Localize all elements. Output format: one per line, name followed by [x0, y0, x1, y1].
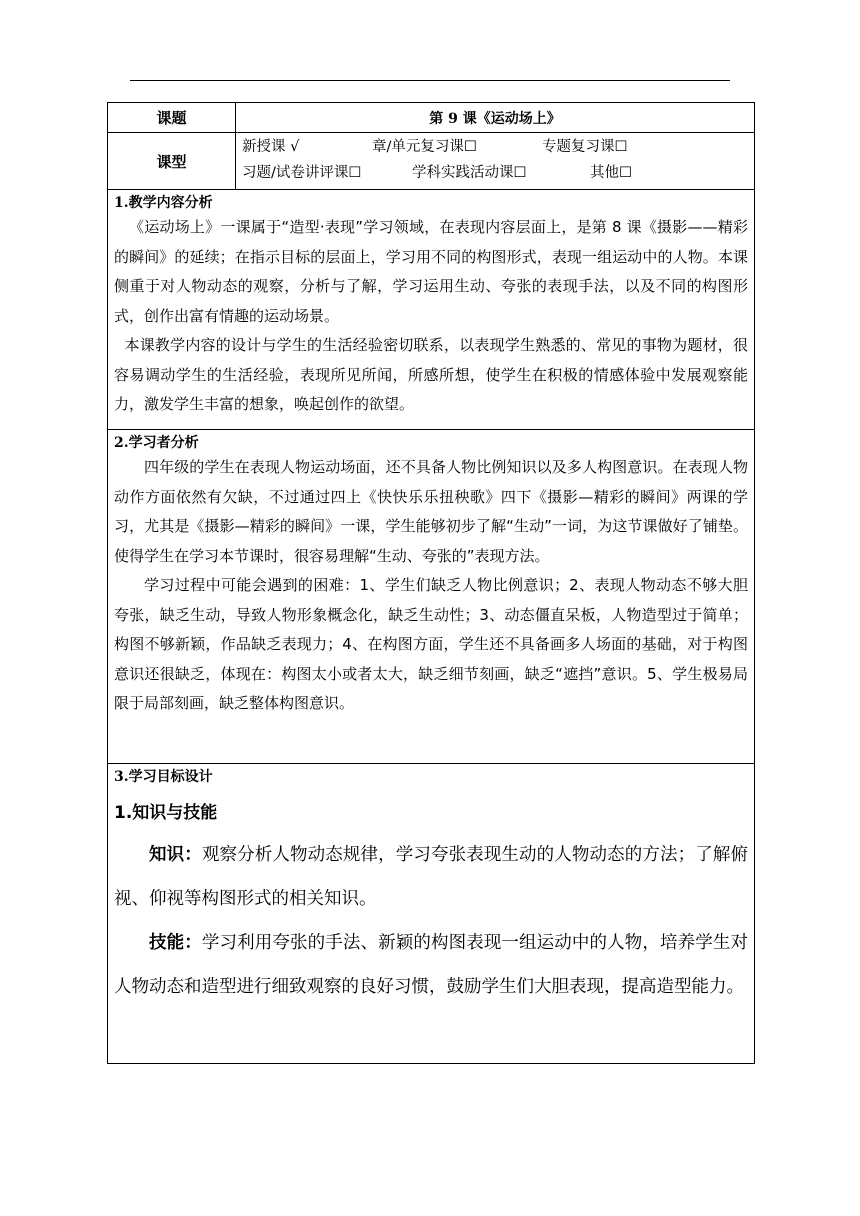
knowledge-paragraph [108, 833, 754, 921]
learner-analysis-heading: 2.学习者分析 [114, 435, 199, 451]
section-content-analysis [108, 190, 755, 430]
knowledge-skills-heading: 1.知识与技能 [114, 803, 218, 823]
content-analysis-paragraph-1: 《运动场上》一课属于“造型·表现”学习领域，在表现内容层面上，是第 8 课《摄影——精彩的瞬间》的延续；在指示目标的层面上，学习用不同的构图形式，表现一组运动中的人物。本课侧重于对人物动态的观察，分析与了解，学习运用生动、夸张的表现手法，以及不同的构图形式，创作出富有情趣的运动场景。 [114, 218, 748, 325]
type-option-unit-review: 章/单元复习课☐ [372, 139, 477, 155]
skill-label: 技能： [149, 933, 202, 953]
type-option-topic-review: 专题复习课☐ [542, 139, 628, 155]
type-option-practice: 学科实践活动课☐ [412, 165, 527, 181]
skill-paragraph [108, 921, 754, 1009]
content-analysis-heading: 1.教学内容分析 [114, 195, 213, 211]
content-analysis-cell [108, 190, 755, 430]
lesson-type-options [236, 133, 755, 190]
knowledge-label: 知识： [149, 845, 202, 865]
type-option-exercise: 习题/试卷讲评课☐ [242, 165, 362, 181]
lesson-type-row-1 [242, 134, 748, 160]
header-rule [130, 80, 730, 81]
learner-analysis-paragraph-1: 四年级的学生在表现人物运动场面，还不具备人物比例知识以及多人构图意识。在表现人物动作方面依然有欠缺，不过通过四上《快快乐乐扭秧歌》四下《摄影—精彩的瞬间》两课的学习，尤其是《摄影—精彩的瞬间》一课，学生能够初步了解“生动”一词，为这节课做好了铺垫。使得学生在学习本节课时，很容易理解“生动、夸张的”表现方法。 [114, 458, 748, 565]
learner-analysis-cell [108, 430, 755, 764]
type-option-new: 新授课 √ [242, 139, 300, 155]
section-learning-goals [108, 764, 755, 1064]
lesson-type-row-2 [242, 160, 748, 186]
skill-text: 学习利用夸张的手法、新颖的构图表现一组运动中的人物，培养学生对人物动态和造型进行细致观察的良好习惯，鼓励学生们大胆表现，提高造型能力。 [114, 933, 749, 997]
learner-analysis-paragraph-2: 学习过程中可能会遇到的困难：1、学生们缺乏人物比例意识；2、表现人物动态不够大胆夸张，缺乏生动，导致人物形象概念化，缺乏生动性；3、动态僵直呆板，人物造型过于简单；构图不够新颖，作品缺乏表现力；4、在构图方面，学生还不具备画多人场面的基础，对于构图意识还很缺乏，体现在：构图太小或者太大，缺乏细节刻画，缺乏“遮挡”意识。5、学生极易局限于局部刻画，缺乏整体构图意识。 [114, 576, 748, 712]
lesson-title: 第 9 课《运动场上》 [236, 103, 755, 133]
lesson-plan-table [107, 102, 755, 1064]
learning-goals-cell [108, 764, 755, 1064]
learning-goals-heading: 3.学习目标设计 [114, 769, 213, 785]
section-learner-analysis [108, 430, 755, 764]
title-row [108, 103, 755, 133]
knowledge-text: 观察分析人物动态规律，学习夸张表现生动的人物动态的方法；了解俯视、仰视等构图形式的相关知识。 [114, 845, 749, 909]
content-analysis-paragraph-2: 本课教学内容的设计与学生的生活经验密切联系，以表现学生熟悉的、常见的事物为题材，很容易调动学生的生活经验，表现所见所闻，所感所想，使学生在积极的情感体验中发展观察能力，激发学生丰富的想象，唤起创作的欲望。 [114, 336, 748, 413]
lesson-type-label: 课型 [108, 133, 236, 190]
type-option-other: 其他☐ [590, 165, 632, 181]
type-row [108, 133, 755, 190]
lesson-title-label: 课题 [108, 103, 236, 133]
